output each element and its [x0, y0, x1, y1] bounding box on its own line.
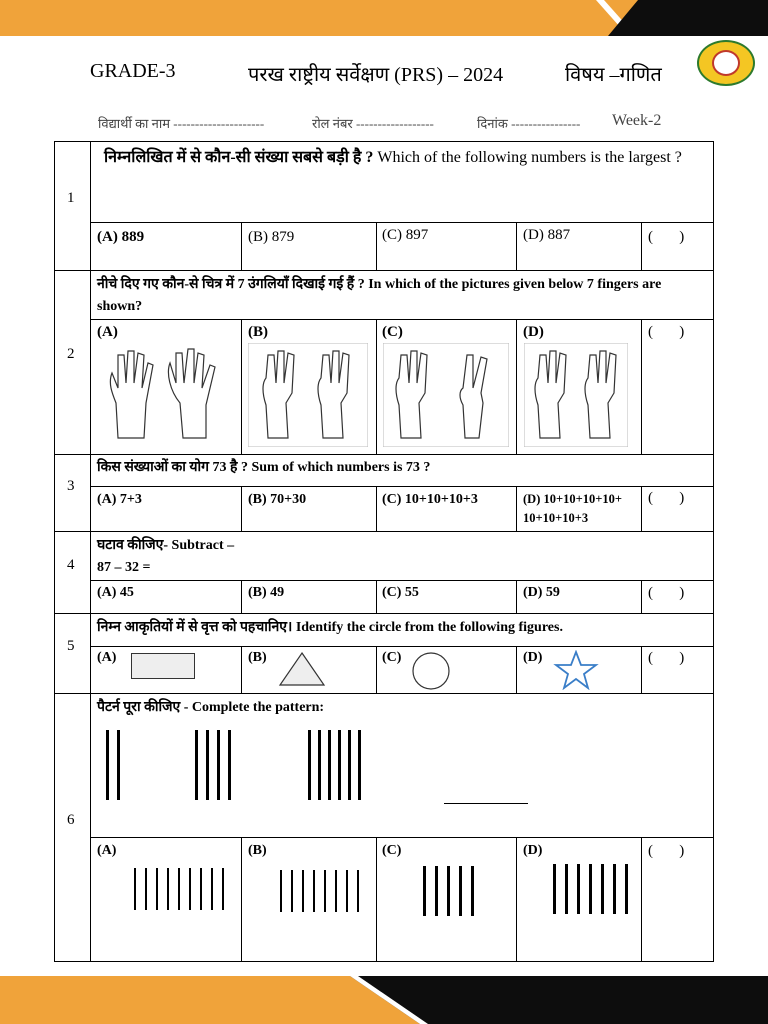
question-number-4: 4	[67, 557, 75, 573]
hands-picture-c	[383, 343, 509, 447]
q3-option-c[interactable]: (C) 10+10+10+3	[382, 492, 478, 507]
q2-option-b[interactable]: (B)	[248, 324, 268, 340]
q5-answer-box[interactable]: ( )	[648, 650, 685, 666]
q5-option-d[interactable]: (D)	[523, 650, 543, 665]
date-field: दिनांक ----------------	[477, 116, 581, 131]
q5-option-b[interactable]: (B)	[248, 650, 267, 665]
emblem-logo-icon	[697, 40, 755, 86]
q2-option-a[interactable]: (A)	[97, 324, 118, 340]
q1-answer-box[interactable]: ( )	[648, 229, 685, 245]
q4-option-d[interactable]: (D) 59	[523, 585, 560, 600]
q3-option-a[interactable]: (A) 7+3	[97, 492, 142, 507]
circle-shape	[410, 651, 452, 691]
question-number-1: 1	[67, 190, 75, 206]
triangle-shape	[278, 651, 326, 687]
q1-option-b[interactable]: (B) 879	[248, 229, 295, 245]
q5-option-a[interactable]: (A)	[97, 650, 117, 665]
q4-option-b[interactable]: (B) 49	[248, 585, 285, 600]
q6-option-d[interactable]: (D)	[523, 843, 543, 858]
hands-picture-d	[524, 343, 628, 447]
q3-option-b[interactable]: (B) 70+30	[248, 492, 307, 507]
q2-answer-box[interactable]: ( )	[648, 324, 685, 340]
question-2-text: नीचे दिए गए कौन-से चित्र में 7 उंगलियाँ दिखाई गई हैं ? In which of the pictures given below 7 fingers are shown?	[97, 277, 662, 315]
q1-option-d[interactable]: (D) 887	[523, 227, 571, 243]
q4-option-c[interactable]: (C) 55	[382, 585, 419, 600]
question-number-2: 2	[67, 346, 75, 362]
q2-option-d[interactable]: (D)	[523, 324, 544, 340]
question-number-6: 6	[67, 812, 75, 828]
subject-label: विषय –गणित	[565, 64, 662, 86]
q6-option-a[interactable]: (A)	[97, 843, 117, 858]
rectangle-shape	[131, 653, 195, 679]
q6-option-b[interactable]: (B)	[248, 843, 267, 858]
q1-option-c[interactable]: (C) 897	[382, 227, 429, 243]
q6-option-c[interactable]: (C)	[382, 843, 402, 858]
grade-label: GRADE-3	[90, 60, 176, 82]
q5-option-c[interactable]: (C)	[382, 650, 402, 665]
pattern-blank-line	[444, 803, 528, 804]
survey-title: परख राष्ट्रीय सर्वेक्षण (PRS) – 2024	[248, 64, 504, 86]
question-5-text: निम्न आकृतियों में से वृत्त को पहचानिए। Identify the circle from the following figures.	[97, 620, 563, 635]
hands-picture-b	[248, 343, 368, 447]
question-6-text: पैटर्न पूरा कीजिए - Complete the pattern:	[97, 700, 325, 715]
week-label: Week-2	[612, 112, 662, 129]
question-1-text: निम्नलिखित में से कौन-सी संख्या सबसे बड़ी है ? Which of the following numbers is the largest ?	[104, 149, 682, 166]
q3-option-d[interactable]: (D) 10+10+10+10+ 10+10+10+3	[523, 492, 622, 525]
q6-answer-box[interactable]: ( )	[648, 843, 685, 859]
roll-number-field: रोल नंबर ------------------	[312, 116, 434, 131]
star-shape	[553, 650, 599, 690]
question-3-text: किस संख्याओं का योग 73 है ? Sum of which numbers is 73 ?	[97, 460, 431, 475]
question-number-3: 3	[67, 478, 75, 494]
q1-option-a[interactable]: (A) 889	[97, 229, 145, 245]
question-number-5: 5	[67, 638, 75, 654]
q3-answer-box[interactable]: ( )	[648, 490, 685, 506]
bottom-orange-band	[0, 976, 420, 1024]
q2-option-c[interactable]: (C)	[382, 324, 403, 340]
question-4-text: घटाव कीजिए- Subtract –	[97, 538, 235, 553]
hands-picture-a	[98, 343, 230, 447]
student-name-field: विद्यार्थी का नाम ---------------------	[98, 116, 265, 131]
q4-answer-box[interactable]: ( )	[648, 585, 685, 601]
q4-option-a[interactable]: (A) 45	[97, 585, 134, 600]
question-4-expression: 87 – 32 =	[97, 560, 151, 575]
